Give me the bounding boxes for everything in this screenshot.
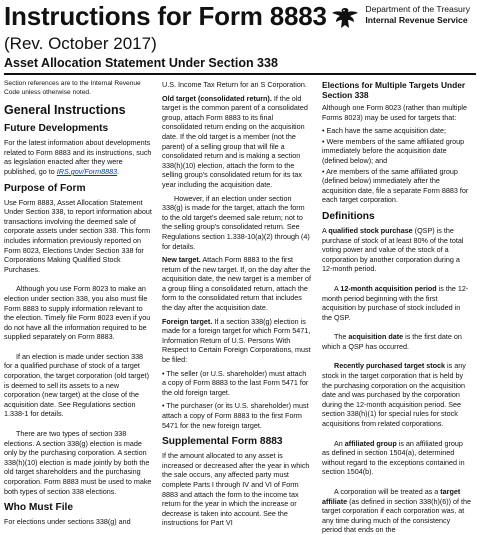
qsp-term: qualified stock purchase — [328, 225, 413, 235]
target-affiliate-definition: A corporation will be treated as a target affiliate (as defined in section 338(h)(6)) of the target corporation if each corporation was, at any time during much of the consistency period that ends on the — [322, 487, 472, 535]
list-item: • Each have the same acquisition date; — [322, 126, 446, 136]
twelve-month-definition: A 12-month acquisition period is the 12-month period beginning with the first acquisition by purchase of stock included in the QSP. — [322, 283, 469, 322]
header-rule — [4, 73, 476, 75]
list-item: • Are members of the same affiliated group (defined below) immediately after the acquisition date, file a separate Form 8883 for each target corporation. — [322, 166, 469, 205]
supplemental-text: If the amount allocated to any asset is increased or decreased after the year in which the sale occurs, any affected party must complete Parts I through IV and VI of Form 8883 and attach the form to the income tax return for the year in which the increase or decrease is taken into account. See the instructions for Part VI — [162, 451, 310, 528]
foreign-target-runin: Foreign target. — [162, 316, 213, 326]
who-must-file-text: For elections under sections 338(g) and — [4, 517, 131, 527]
purpose-paragraph-4: There are two types of section 338 elections. A section 338(g) election is made only by the purchasing corporation. A section 338(h)(10) election is made jointly by both the old target shareholders and the purchasing corporation. Form 8883 must be used to make both types of section 338 elections. — [4, 429, 152, 496]
future-developments-text: For the latest information about developments related to Form 8883 and its instructions, such as legislation enacted after they were published, go to IRS.gov/Form8883. — [4, 138, 152, 176]
supplemental-heading: Supplemental Form 8883 — [162, 436, 283, 448]
recent-stock-term: Recently purchased target stock — [334, 361, 446, 371]
multiple-targets-heading: Elections for Multiple Targets Under Section 338 — [322, 80, 466, 100]
multiple-targets-text: Although one Form 8023 (rather than multiple Forms 8023) may be used for targets that: — [322, 103, 468, 122]
who-must-file-heading: Who Must File — [4, 502, 74, 514]
purpose-paragraph-3: If an election is made under section 338 for a qualified purchase of stock of a target corporation, the target corporation (old target) is deemed to sell its assets to a new corporation (new target) at the close of the acquisition date. See Regulations section 1.338-1 for details. — [4, 351, 150, 419]
form-title: Instructions for Form 8883 — [4, 1, 327, 31]
acquisition-date-term: acquisition date — [348, 332, 404, 342]
definitions-heading: Definitions — [322, 210, 375, 222]
new-target-runin: New target. — [162, 255, 201, 265]
agency-block — [330, 4, 470, 34]
column-1 — [4, 80, 152, 527]
affiliated-group-definition: An affiliated group is an affiliated group as defined in section 1504(a), determined without regard to the exceptions contained in section 1504(b). — [322, 438, 465, 477]
agency-line-2: Internal Revenue Service — [365, 15, 468, 25]
purpose-paragraph-2: Although you use Form 8023 to make an election under section 338, you also must file Form 8883 to supply information relevant to the election. Timely file Form 8023 even if you do not have all the information required to be supplied separately on Form 8883. — [4, 284, 151, 342]
qsp-definition: A qualified stock purchase (QSP) is the purchase of stock of at least 80% of the total voting power and value of the stock of a corporation by another corporation during a 12-month period. — [322, 225, 464, 274]
old-target-paragraph: Old target (consolidated return). If the old target is the common parent of a consolidated group, attach Form 8883 to its final consolidated return ending on the acquisition date. If the old target is a member (not the parent) of a selling group that will file a consolidated return and is making a section 338(h)(10) election, attach the form to the selling group's consolidated return for its tax year including the acquisition date. — [162, 93, 308, 189]
treasury-eagle-icon — [330, 4, 360, 34]
section-note: Section references are to the Internal Revenue Code unless otherwise noted. — [4, 80, 141, 96]
column-3 — [322, 80, 472, 535]
recent-stock-definition: Recently purchased target stock is any stock in the target corporation that is held by the purchasing corporation on the acquisition date and was purchased by the corporation during the 12-month acquisition period. See section 338(h)(1) for special rules for stock acquisitions from related corporations. — [322, 361, 466, 429]
agency-name — [365, 4, 470, 26]
revision-date: (Rev. October 2017) — [4, 34, 157, 53]
column-2 — [162, 80, 312, 528]
list-item: • Were members of the same affiliated group immediately before the acquisition date (defined below); and — [322, 136, 465, 165]
document-header — [4, 0, 476, 76]
new-target-paragraph: New target. Attach Form 8883 to the first return of the new target. If, on the day after the acquisition date, the new target is a member of a group filing a consolidated return, attach the form to the consolidated return that includes the day after the acquisition date. — [162, 255, 312, 313]
acquisition-date-definition: The acquisition date is the first date on which a QSP has occurred. — [322, 332, 462, 351]
future-developments-heading: Future Developments — [4, 123, 109, 135]
list-item: • The seller (or U.S. shareholder) must attach a copy of Form 8883 to the last Form 5471 for the old foreign target. — [162, 368, 309, 397]
purpose-heading: Purpose of Form — [4, 182, 86, 194]
old-target-runin: Old target (consolidated return). — [162, 93, 272, 103]
affiliated-group-term: affiliated group — [344, 438, 397, 448]
however-paragraph: However, if an election under section 338(g) is made for the target, attach the form to the old target's deemed sale return; not to the selling group's consolidated return. See Regulations section 1.338-10(a)(2) through (4) for details. — [162, 193, 310, 251]
agency-line-1: Department of the Treasury — [365, 4, 470, 14]
s-corp-text: U.S. Income Tax Return for an S Corporation. — [162, 80, 307, 89]
foreign-target-paragraph: Foreign target. If a section 338(g) election is made for a foreign target for which Form 5471, Information Return of U.S. Persons With Respect to Certain Foreign Corporations, must be filed: — [162, 316, 311, 365]
target-affiliate-term: target affiliate — [322, 487, 461, 506]
twelve-month-term: 12-month acquisition period — [340, 283, 437, 293]
purpose-paragraph-1: Use Form 8883, Asset Allocation Statement Under Section 338, to report information about transactions involving the deemed sale of corporate assets under section 338. This form includes information previously reported on Form 8023, Elections Under Section 338 for Corporations Making Qualified Stock Purchases. — [4, 197, 152, 274]
list-item: • The purchaser (or its U.S. shareholder) must attach a copy of Form 8883 to the first Form 5471 for the new foreign target. — [162, 401, 309, 430]
general-instructions-heading: General Instructions — [4, 103, 126, 118]
irs-form-link[interactable]: IRS.gov/Form8883 — [56, 166, 118, 176]
form-subtitle: Asset Allocation Statement Under Section 338 — [4, 56, 278, 70]
